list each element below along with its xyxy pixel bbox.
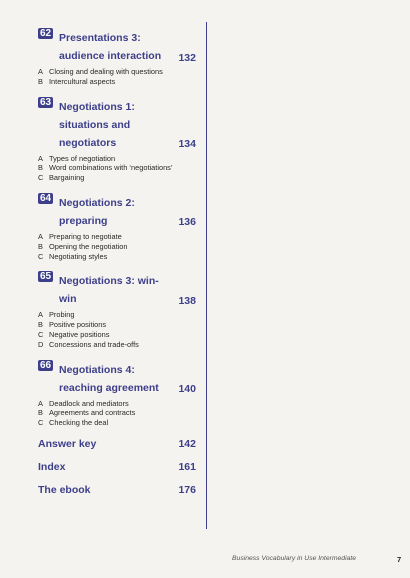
section-title: Negative positions [49, 329, 110, 339]
section-letter: C [38, 251, 44, 261]
unit-sections [38, 154, 196, 183]
unit-page-number: 138 [178, 294, 196, 307]
running-footer: Business Vocabulary in Use Intermediate [232, 555, 357, 562]
unit-page-number: 136 [178, 216, 196, 229]
section-letter: B [38, 163, 43, 173]
section-letter: B [38, 408, 43, 418]
section-item [38, 399, 196, 409]
entry-title[interactable]: The ebook [38, 483, 91, 496]
section-item [38, 232, 196, 242]
unit-62[interactable] [38, 28, 196, 87]
section-letter: C [38, 418, 44, 428]
unit-number-badge: 63 [40, 96, 52, 108]
section-item [38, 154, 196, 164]
section-title: Deadlock and mediators [49, 398, 129, 408]
section-item [38, 77, 196, 87]
unit-heading [38, 193, 196, 229]
section-title: Intercultural aspects [49, 76, 116, 86]
section-title: Probing [49, 310, 75, 320]
section-title: Opening the negotiation [49, 241, 128, 251]
unit-66[interactable] [38, 360, 196, 428]
section-letter: A [38, 398, 43, 408]
section-letter: B [38, 320, 43, 330]
section-letter: B [38, 76, 43, 86]
section-title: Types of negotiation [49, 153, 116, 163]
section-title: Agreements and contracts [49, 408, 136, 418]
entry-page-number: 142 [178, 437, 196, 450]
entry-title[interactable]: Index [38, 460, 66, 473]
section-item [38, 173, 196, 183]
entry-title[interactable]: Answer key [38, 437, 97, 450]
unit-sections [38, 399, 196, 428]
column-divider [206, 22, 207, 529]
section-letter: B [38, 241, 43, 251]
unit-title[interactable]: Negotiations 3: win-win [59, 275, 159, 306]
section-item [38, 310, 196, 320]
section-letter: A [38, 310, 43, 320]
unit-page-number: 134 [178, 138, 196, 151]
section-title: Positive positions [49, 320, 107, 330]
section-letter: A [38, 153, 43, 163]
entry-page-number: 176 [178, 483, 196, 496]
entry-page-number: 161 [178, 460, 196, 473]
section-letter: A [38, 231, 43, 241]
unit-page-number: 132 [178, 51, 196, 64]
unit-sections [38, 232, 196, 261]
section-item [38, 330, 196, 340]
unit-sections [38, 67, 196, 87]
unit-65[interactable] [38, 271, 196, 349]
page-number: 7 [397, 555, 402, 564]
section-item [38, 408, 196, 418]
unit-63[interactable] [38, 97, 196, 183]
unit-number-badge: 62 [40, 28, 52, 39]
section-letter: C [38, 329, 44, 339]
section-title: Concessions and trade-offs [49, 339, 139, 349]
section-title: Closing and dealing with questions [49, 67, 163, 76]
unit-title[interactable]: Negotiations 4: reaching agreement [59, 363, 159, 394]
index-entry[interactable] [38, 461, 196, 474]
section-letter: D [38, 339, 44, 349]
section-item [38, 252, 196, 262]
unit-heading [38, 271, 196, 307]
unit-sections [38, 310, 196, 349]
section-item [38, 418, 196, 428]
section-title: Word combinations with ‘negotiations’ [49, 163, 173, 173]
section-item [38, 67, 196, 77]
unit-number-badge: 65 [40, 271, 52, 283]
unit-64[interactable] [38, 193, 196, 261]
section-letter: C [38, 173, 44, 183]
section-title: Negotiating styles [49, 251, 108, 261]
unit-heading [38, 360, 196, 396]
section-item [38, 320, 196, 330]
unit-title[interactable]: Negotiations 2: preparing [59, 196, 135, 227]
answer-key-entry[interactable] [38, 438, 196, 451]
unit-number-badge: 66 [40, 359, 52, 371]
table-of-contents [38, 28, 196, 507]
unit-number-badge: 64 [40, 192, 52, 204]
unit-heading [38, 28, 196, 64]
section-item [38, 163, 196, 173]
section-title: Bargaining [49, 173, 85, 183]
unit-title[interactable]: Presentations 3: audience interaction [59, 32, 162, 62]
ebook-entry[interactable] [38, 484, 196, 497]
section-title: Checking the deal [49, 418, 109, 428]
unit-title[interactable]: Negotiations 1: situations and negotiators [59, 100, 135, 149]
section-item [38, 242, 196, 252]
unit-page-number: 140 [178, 383, 196, 396]
section-item [38, 340, 196, 350]
section-letter: A [38, 67, 43, 76]
unit-heading [38, 97, 196, 151]
section-title: Preparing to negotiate [49, 231, 122, 241]
